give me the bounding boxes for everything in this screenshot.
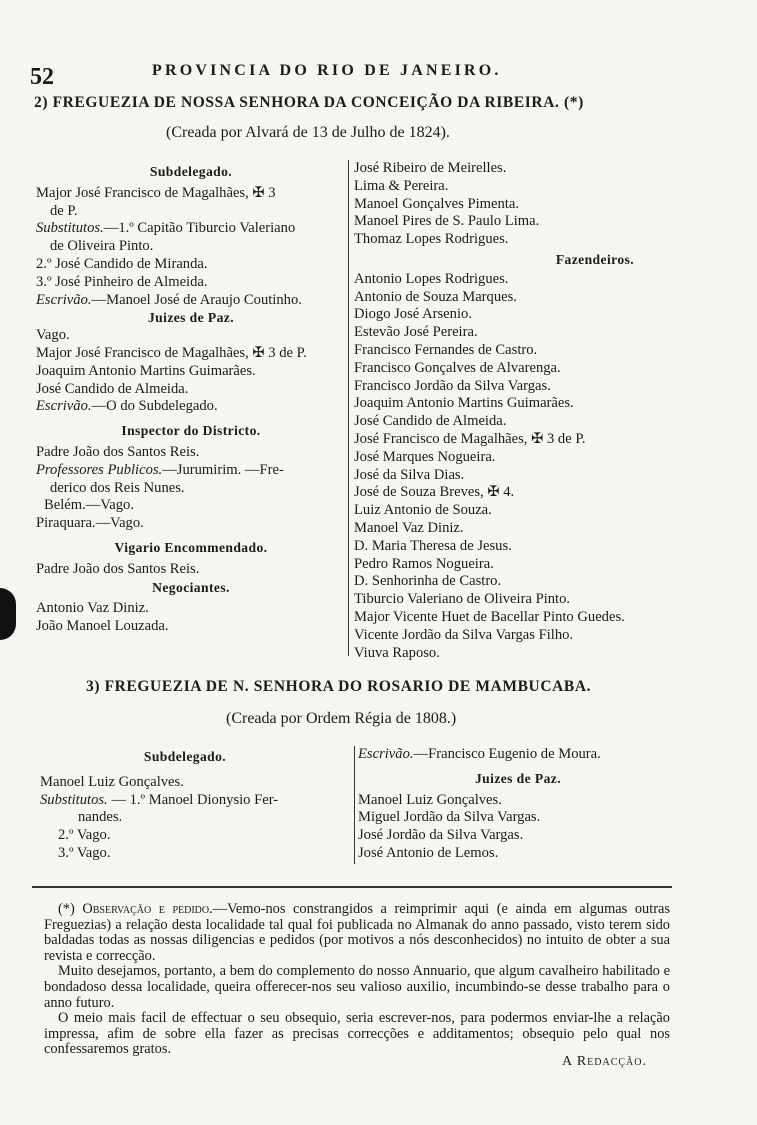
substitutos-line: nandes. xyxy=(78,809,123,826)
footnote-paragraph: Muito desejamos, portanto, a bem do complemento do nosso Annuario, que algum cavalheiro habilitado e bondadoso dessa localidade, queira offerecer-nos seu valioso auxilio, incumbindo-se desse trabalho para o anno futuro. xyxy=(44,963,670,1011)
juiz-line: Vago. xyxy=(36,327,70,344)
ink-blot xyxy=(0,588,16,640)
section-3-title: 3) FREGUEZIA DE N. SENHORA DO ROSARIO DE MAMBUCABA. xyxy=(86,678,592,695)
section-2-subtitle: (Creada por Alvará de 13 de Julho de 1824). xyxy=(166,124,450,141)
substitutos-text: —1.º Capitão Tiburcio Valeriano xyxy=(103,220,296,237)
professores-line xyxy=(36,462,346,480)
negociantes-heading: Negociantes. xyxy=(152,579,230,595)
fazendeiro-line: José Francisco de Magalhães, ✠ 3 de P. xyxy=(354,430,586,447)
substitutos-line: 2.º José Candido de Miranda. xyxy=(36,255,208,272)
juiz-line: José Candido de Almeida. xyxy=(36,380,189,397)
juizes-heading: Juizes de Paz. xyxy=(147,310,234,326)
substitutos-line: 3.º Vago. xyxy=(58,844,111,861)
negociante-line: Lima & Pereira. xyxy=(354,177,449,194)
section-2-right-column xyxy=(354,160,674,662)
fazendeiro-line: Antonio Lopes Rodrigues. xyxy=(354,270,509,287)
fazendeiro-line: Francisco Fernandes de Castro. xyxy=(354,341,538,358)
inspector-line: Padre João dos Santos Reis. xyxy=(36,443,200,460)
escrivao-label: Escrivão. xyxy=(36,398,92,415)
negociante-line: Manoel Pires de S. Paulo Lima. xyxy=(354,213,540,230)
section-2-title: 2) FREGUEZIA DE NOSSA SENHORA DA CONCEIÇÃO DA RIBEIRA. (*) xyxy=(34,94,584,111)
fazendeiro-line: Francisco Jordão da Silva Vargas. xyxy=(354,377,551,394)
escrivao-line xyxy=(358,746,678,764)
subdelegado-heading: Subdelegado. xyxy=(149,164,233,179)
page-number: 52 xyxy=(30,64,54,90)
fazendeiro-line: Vicente Jordão da Silva Vargas Filho. xyxy=(354,626,574,643)
escrivao-label: Escrivão. xyxy=(358,746,414,762)
fazendeiro-line: Major Vicente Huet de Bacellar Pinto Guedes. xyxy=(354,608,625,625)
escrivao-text: —O do Subdelegado. xyxy=(91,398,218,415)
running-head: PROVINCIA DO RIO DE JANEIRO. xyxy=(152,62,502,79)
section-3-right-column xyxy=(358,746,678,863)
subdelegado-heading: Subdelegado. xyxy=(143,749,227,764)
negociante-line: João Manoel Louzada. xyxy=(36,618,169,635)
professores-text: —Jurumirim. —Fre- xyxy=(162,461,284,478)
negociante-line: Manoel Gonçalves Pimenta. xyxy=(354,195,519,212)
section-2-left-column xyxy=(36,163,346,636)
fazendeiro-line: Diogo José Arsenio. xyxy=(354,306,472,323)
vigario-heading: Vigario Encommendado. xyxy=(114,539,268,555)
juiz-line: Miguel Jordão da Silva Vargas. xyxy=(358,809,541,826)
juiz-line: José Antonio de Lemos. xyxy=(358,844,499,861)
footnote-paragraph xyxy=(44,902,670,964)
fazendeiro-line: José Candido de Almeida. xyxy=(354,413,507,430)
professores-line: Belém.—Vago. xyxy=(44,497,134,514)
juiz-line: Manoel Luiz Gonçalves. xyxy=(358,791,502,808)
vigario-line: Padre João dos Santos Reis. xyxy=(36,560,200,577)
escrivao-line xyxy=(36,292,346,310)
fazendeiro-line: Estevão José Pereira. xyxy=(354,324,478,341)
fazendeiros-heading: Fazendeiros. xyxy=(555,251,634,267)
fazendeiro-line: José de Souza Breves, ✠ 4. xyxy=(354,484,515,501)
fazendeiros-list xyxy=(354,271,674,663)
fazendeiro-line: D. Senhorinha de Castro. xyxy=(354,573,502,590)
signature: A Redacção. xyxy=(561,1054,647,1069)
fazendeiro-line: Luiz Antonio de Souza. xyxy=(354,502,492,519)
fazendeiro-line: Manoel Vaz Diniz. xyxy=(354,519,464,536)
fazendeiro-line: Antonio de Souza Marques. xyxy=(354,288,517,305)
negociante-line: Antonio Vaz Diniz. xyxy=(36,600,149,617)
column-divider xyxy=(348,160,349,656)
professores-label: Professores Publicos. xyxy=(36,461,163,478)
column-divider xyxy=(354,746,355,864)
escrivao-label: Escrivão. xyxy=(36,291,92,308)
fazendeiro-line: Tiburcio Valeriano de Oliveira Pinto. xyxy=(354,591,571,608)
subdelegado-line: de P. xyxy=(50,202,78,219)
fazendeiro-line: José da Silva Dias. xyxy=(354,466,465,483)
substitutos-label: Substitutos. xyxy=(40,791,108,808)
fazendeiro-line: Viuva Raposo. xyxy=(354,644,440,661)
fazendeiro-line: Joaquim Antonio Martins Guimarães. xyxy=(354,395,574,412)
footnote-paragraph: O meio mais facil de effectuar o seu obsequio, seria escrever-nos, para podermos enviar-lhe a relação impressa, afim de sobre ella fazer as precisas correcções e additamentos; obsequio pelo qual nos confessaremos gratos. xyxy=(44,1010,670,1058)
substitutos-line: de Oliveira Pinto. xyxy=(50,238,154,255)
professores-line: Piraquara.—Vago. xyxy=(36,515,144,532)
substitutos-line: 3.º José Pinheiro de Almeida. xyxy=(36,273,208,290)
substitutos-line: 2.º Vago. xyxy=(58,827,111,844)
fazendeiro-line: Francisco Gonçalves de Alvarenga. xyxy=(354,359,561,376)
fazendeiro-line: D. Maria Theresa de Jesus. xyxy=(354,537,512,554)
juiz-line: Joaquim Antonio Martins Guimarães. xyxy=(36,362,256,379)
substitutos-text: — 1.º Manoel Dionysio Fer- xyxy=(107,791,279,808)
juiz-line: Major José Francisco de Magalhães, ✠ 3 de P. xyxy=(36,344,307,361)
subdelegado-line: Manoel Luiz Gonçalves. xyxy=(40,773,184,790)
juiz-line: José Jordão da Silva Vargas. xyxy=(358,827,524,844)
footnote-marker: (*) xyxy=(58,901,75,917)
fazendeiro-line: José Marques Nogueira. xyxy=(354,448,496,465)
footnote-text: —Vemo-nos constrangidos a reimprimir aqui (e ainda em algumas outras Freguezias) a relação desta localidade tal qual foi publicada no Almanak do anno passado, visto terem sido baldadas todas as nossas diligencias e pedidos (por motivos a nós desconhecidos) no intuito de obter a sua revista e correcção. xyxy=(44,901,670,964)
footnote xyxy=(44,902,670,1058)
juizes-escrivao-line xyxy=(36,398,346,416)
section-3-left-column xyxy=(40,748,350,863)
professores-line: derico dos Reis Nunes. xyxy=(50,479,185,496)
negociante-line: Thomaz Lopes Rodrigues. xyxy=(354,231,509,248)
inspector-heading: Inspector do Districto. xyxy=(121,423,261,439)
juizes-heading: Juizes de Paz. xyxy=(474,770,561,786)
substitutos-line xyxy=(40,792,350,810)
escrivao-text: —Manoel José de Araujo Coutinho. xyxy=(91,291,302,308)
footnote-rule xyxy=(32,886,672,888)
substitutos-label: Substitutos. xyxy=(36,220,104,237)
escrivao-text: —Francisco Eugenio de Moura. xyxy=(413,746,601,762)
fazendeiro-line: Pedro Ramos Nogueira. xyxy=(354,555,494,572)
section-3-subtitle: (Creada por Ordem Régia de 1808.) xyxy=(226,710,457,727)
subdelegado-line: Major José Francisco de Magalhães, ✠ 3 xyxy=(36,184,276,201)
substitutos-line xyxy=(36,220,346,238)
negociante-line: José Ribeiro de Meirelles. xyxy=(354,160,507,176)
footnote-label: Observação e pedido. xyxy=(82,901,213,917)
